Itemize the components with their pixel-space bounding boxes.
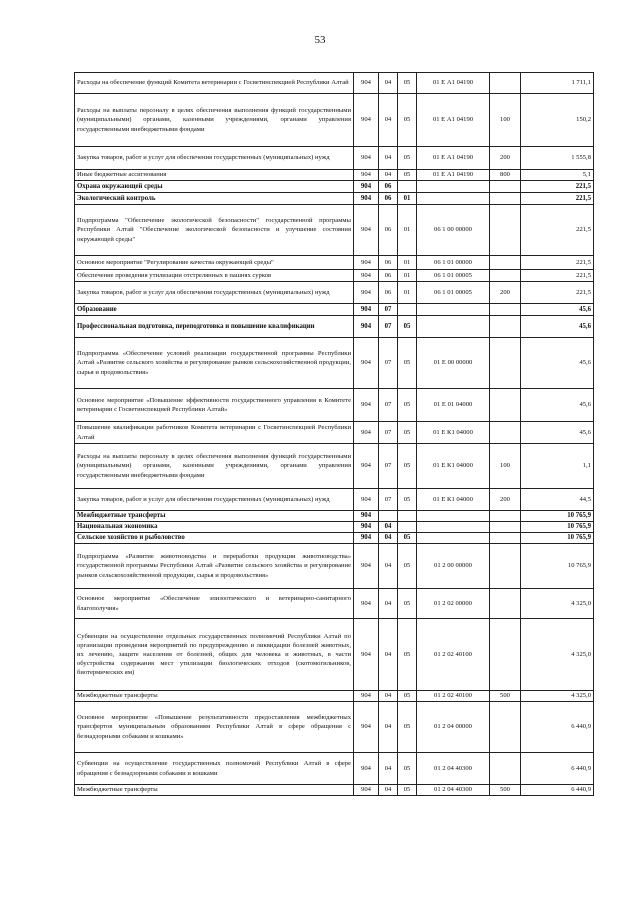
table-row <box>75 338 594 389</box>
row-target-article: 01 2 02 40100 <box>417 619 490 691</box>
row-section-code: 04 <box>379 785 398 796</box>
row-section-code: 07 <box>379 422 398 444</box>
row-grbs-code: 904 <box>354 533 379 544</box>
row-expense-type <box>490 389 521 422</box>
row-subsection-code: 01 <box>398 256 417 270</box>
row-name: Закупка товаров, работ и услуг для обеспечения государственных (муниципальных) нужд <box>75 282 354 304</box>
row-target-article: 01 Е А1 04190 <box>417 73 490 94</box>
row-target-article: 01 2 04 00000 <box>417 702 490 753</box>
row-expense-type <box>490 589 521 619</box>
table-row <box>75 544 594 589</box>
row-amount: 45,6 <box>521 316 594 338</box>
row-amount: 221,5 <box>521 282 594 304</box>
row-subsection-code: 05 <box>398 544 417 589</box>
row-subsection-code: 01 <box>398 270 417 282</box>
row-grbs-code: 904 <box>354 785 379 796</box>
row-target-article: 01 Е 01 04000 <box>417 389 490 422</box>
row-name: Основное мероприятие «Повышение эффективности государственного управления в Комитете ветеринарии с Госветинспекцией Республики Алтай» <box>75 389 354 422</box>
row-subsection-code: 05 <box>398 533 417 544</box>
budget-table <box>74 72 594 796</box>
row-amount: 44,5 <box>521 489 594 511</box>
row-subsection-code: 05 <box>398 94 417 147</box>
row-section-code: 04 <box>379 702 398 753</box>
row-target-article <box>417 522 490 533</box>
row-name: Экологический контроль <box>75 193 354 205</box>
row-grbs-code: 904 <box>354 702 379 753</box>
row-section-code: 04 <box>379 753 398 785</box>
row-amount: 4 325,0 <box>521 589 594 619</box>
row-section-code: 07 <box>379 316 398 338</box>
row-subsection-code: 05 <box>398 691 417 702</box>
row-section-code: 07 <box>379 489 398 511</box>
row-section-code: 04 <box>379 544 398 589</box>
row-expense-type <box>490 753 521 785</box>
row-amount: 221,5 <box>521 256 594 270</box>
row-target-article: 06 1 00 00000 <box>417 205 490 256</box>
row-section-code: 04 <box>379 589 398 619</box>
row-expense-type <box>490 316 521 338</box>
row-target-article: 06 1 01 00005 <box>417 270 490 282</box>
row-amount: 45,6 <box>521 389 594 422</box>
row-name: Расходы на выплаты персоналу в целях обеспечения выполнения функций государственными (муниципальными) органами, казенными учреждениями, органами управления государственными внебюджетными фондами <box>75 444 354 489</box>
row-expense-type: 100 <box>490 94 521 147</box>
row-section-code: 04 <box>379 619 398 691</box>
row-name: Охрана окружающей среды <box>75 181 354 193</box>
table-row <box>75 256 594 270</box>
row-grbs-code: 904 <box>354 389 379 422</box>
row-target-article: 01 Е А1 04190 <box>417 147 490 170</box>
row-section-code: 06 <box>379 282 398 304</box>
row-subsection-code <box>398 511 417 522</box>
table-row <box>75 316 594 338</box>
row-amount: 45,6 <box>521 304 594 316</box>
row-expense-type <box>490 181 521 193</box>
row-subsection-code: 05 <box>398 753 417 785</box>
row-expense-type: 800 <box>490 170 521 181</box>
row-grbs-code: 904 <box>354 256 379 270</box>
row-expense-type <box>490 422 521 444</box>
table-body <box>75 73 594 796</box>
row-target-article: 01 2 04 40300 <box>417 753 490 785</box>
row-grbs-code: 904 <box>354 489 379 511</box>
row-target-article <box>417 316 490 338</box>
row-name: Субвенции на осуществление государственных полномочий Республики Алтай в сфере обращения с безнадзорными собаками и кошками <box>75 753 354 785</box>
row-expense-type <box>490 256 521 270</box>
row-target-article: 01 2 00 00000 <box>417 544 490 589</box>
row-target-article: 01 2 02 00000 <box>417 589 490 619</box>
table-row <box>75 422 594 444</box>
row-section-code: 06 <box>379 181 398 193</box>
row-amount: 6 440,9 <box>521 753 594 785</box>
row-subsection-code: 05 <box>398 338 417 389</box>
row-subsection-code: 01 <box>398 193 417 205</box>
table-row <box>75 193 594 205</box>
page-number: 53 <box>314 34 326 46</box>
row-grbs-code: 904 <box>354 193 379 205</box>
row-target-article: 06 1 01 00000 <box>417 256 490 270</box>
row-amount: 45,6 <box>521 338 594 389</box>
row-section-code: 07 <box>379 444 398 489</box>
row-target-article: 01 2 04 40300 <box>417 785 490 796</box>
row-amount: 221,5 <box>521 205 594 256</box>
row-subsection-code: 05 <box>398 619 417 691</box>
row-expense-type <box>490 619 521 691</box>
row-name: Основное мероприятие "Регулирование качества окружающей среды" <box>75 256 354 270</box>
table-row <box>75 147 594 170</box>
row-name: Основное мероприятие «Повышение результативности предоставления межбюджетных трансфертов муниципальным образованиям Республики Алтай в сфере обращения с безнадзорными собаками и кошками» <box>75 702 354 753</box>
row-grbs-code: 904 <box>354 544 379 589</box>
table-row <box>75 205 594 256</box>
row-grbs-code: 904 <box>354 282 379 304</box>
row-expense-type: 200 <box>490 489 521 511</box>
row-subsection-code: 01 <box>398 282 417 304</box>
row-section-code: 04 <box>379 533 398 544</box>
row-name: Обеспечение проведения утилизации отстрелянных в пашнях сурков <box>75 270 354 282</box>
table-row <box>75 619 594 691</box>
row-expense-type <box>490 702 521 753</box>
row-expense-type: 500 <box>490 691 521 702</box>
row-name: Подпрограмма «Развитие животноводства и переработки продукции животноводства» государственной программы Республики Алтай «Развитие сельского хозяйства и регулирование рынков сельскохозяйственной продукции, сырья и продовольствия» <box>75 544 354 589</box>
table-row <box>75 389 594 422</box>
row-amount: 5,1 <box>521 170 594 181</box>
row-subsection-code: 05 <box>398 785 417 796</box>
row-subsection-code: 01 <box>398 205 417 256</box>
row-expense-type <box>490 544 521 589</box>
row-grbs-code: 904 <box>354 73 379 94</box>
row-amount: 45,6 <box>521 422 594 444</box>
row-name: Межбюджетные трансферты <box>75 691 354 702</box>
row-amount: 10 765,9 <box>521 544 594 589</box>
row-section-code: 07 <box>379 389 398 422</box>
row-target-article <box>417 511 490 522</box>
row-expense-type <box>490 270 521 282</box>
table-row <box>75 181 594 193</box>
table-row <box>75 282 594 304</box>
row-section-code: 04 <box>379 170 398 181</box>
row-grbs-code: 904 <box>354 270 379 282</box>
row-grbs-code: 904 <box>354 589 379 619</box>
row-grbs-code: 904 <box>354 422 379 444</box>
row-target-article: 06 1 01 00005 <box>417 282 490 304</box>
row-target-article: 01 2 02 40100 <box>417 691 490 702</box>
row-expense-type <box>490 73 521 94</box>
row-subsection-code: 05 <box>398 489 417 511</box>
row-name: Межбюджетные трансферты <box>75 785 354 796</box>
row-name: Национальная экономика <box>75 522 354 533</box>
row-section-code: 06 <box>379 270 398 282</box>
row-amount: 221,5 <box>521 270 594 282</box>
table-row <box>75 73 594 94</box>
row-section-code: 06 <box>379 256 398 270</box>
row-expense-type: 100 <box>490 444 521 489</box>
row-grbs-code: 904 <box>354 170 379 181</box>
table-row <box>75 444 594 489</box>
row-name: Расходы на выплаты персоналу в целях обеспечения выполнения функций государственными (муниципальными) органами, казенными учреждениями, органами управления государственными внебюджетными фондами <box>75 94 354 147</box>
row-grbs-code: 904 <box>354 444 379 489</box>
row-subsection-code: 05 <box>398 316 417 338</box>
row-expense-type <box>490 522 521 533</box>
row-section-code: 04 <box>379 147 398 170</box>
row-expense-type <box>490 338 521 389</box>
row-subsection-code: 05 <box>398 147 417 170</box>
row-amount: 10 765,9 <box>521 533 594 544</box>
row-name: Образование <box>75 304 354 316</box>
table-row <box>75 489 594 511</box>
table-row <box>75 691 594 702</box>
row-grbs-code: 904 <box>354 619 379 691</box>
row-section-code <box>379 511 398 522</box>
row-subsection-code: 05 <box>398 170 417 181</box>
row-target-article: 01 Е А1 04190 <box>417 170 490 181</box>
row-name: Повышение квалификации работников Комитета ветеринарии с Госветинспекцией Республики Алтай <box>75 422 354 444</box>
row-section-code: 04 <box>379 522 398 533</box>
row-target-article <box>417 304 490 316</box>
table-row <box>75 94 594 147</box>
row-grbs-code: 904 <box>354 338 379 389</box>
row-subsection-code: 05 <box>398 702 417 753</box>
table-row <box>75 522 594 533</box>
row-grbs-code: 904 <box>354 691 379 702</box>
row-expense-type <box>490 511 521 522</box>
row-name: Профессиональная подготовка, переподготовка и повышение квалификации <box>75 316 354 338</box>
row-target-article: 01 Е А1 04190 <box>417 94 490 147</box>
row-subsection-code: 05 <box>398 389 417 422</box>
row-section-code: 04 <box>379 94 398 147</box>
row-grbs-code: 904 <box>354 522 379 533</box>
row-amount: 10 765,9 <box>521 522 594 533</box>
row-expense-type: 200 <box>490 147 521 170</box>
row-section-code: 06 <box>379 205 398 256</box>
table-row <box>75 702 594 753</box>
table-row <box>75 785 594 796</box>
row-target-article <box>417 193 490 205</box>
row-amount: 221,5 <box>521 181 594 193</box>
row-subsection-code <box>398 181 417 193</box>
row-target-article: 01 Е К1 04000 <box>417 422 490 444</box>
row-name: Подпрограмма "Обеспечение экологической безопасности" государственной программы Республики Алтай "Обеспечение экологической безопасности и улучшение состояния окружающей среды" <box>75 205 354 256</box>
row-section-code: 04 <box>379 73 398 94</box>
row-amount: 10 765,9 <box>521 511 594 522</box>
row-subsection-code <box>398 522 417 533</box>
row-section-code: 07 <box>379 338 398 389</box>
row-name: Сельское хозяйство и рыболовство <box>75 533 354 544</box>
row-name: Закупка товаров, работ и услуг для обеспечения государственных (муниципальных) нужд <box>75 147 354 170</box>
table-row <box>75 533 594 544</box>
table-row <box>75 170 594 181</box>
row-name: Расходы на обеспечение функций Комитета ветеринарии с Госветинспекцией Республики Алтай <box>75 73 354 94</box>
row-expense-type <box>490 304 521 316</box>
row-target-article <box>417 533 490 544</box>
row-grbs-code: 904 <box>354 511 379 522</box>
row-subsection-code <box>398 304 417 316</box>
row-name: Субвенции на осуществление отдельных государственных полномочий Республики Алтай по организации проведения мероприятий по предупреждению и ликвидации болезней животных, их лечению, защите населения от болезней, общих для человека и животных, в части обустройства содержания мест утилизации биологических отходов (скотомогильников, биотермических ям) <box>75 619 354 691</box>
row-name: Подпрограмма «Обеспечение условий реализации государственной программы Республики Алтай «Развитие сельского хозяйства и регулирование рынков сельскохозяйственной продукции, сырья и продовольствия» <box>75 338 354 389</box>
row-expense-type <box>490 193 521 205</box>
row-target-article: 01 Е 00 00000 <box>417 338 490 389</box>
row-grbs-code: 904 <box>354 147 379 170</box>
row-grbs-code: 904 <box>354 181 379 193</box>
row-section-code: 06 <box>379 193 398 205</box>
table-row <box>75 511 594 522</box>
row-amount: 4 325,0 <box>521 691 594 702</box>
row-amount: 150,2 <box>521 94 594 147</box>
row-subsection-code: 05 <box>398 422 417 444</box>
row-amount: 1,1 <box>521 444 594 489</box>
table-row <box>75 589 594 619</box>
row-name: Иные бюджетные ассигнования <box>75 170 354 181</box>
row-name: Закупка товаров, работ и услуг для обеспечения государственных (муниципальных) нужд <box>75 489 354 511</box>
row-grbs-code: 904 <box>354 94 379 147</box>
row-amount: 6 440,9 <box>521 702 594 753</box>
table-row <box>75 753 594 785</box>
row-expense-type <box>490 205 521 256</box>
row-grbs-code: 904 <box>354 205 379 256</box>
row-section-code: 07 <box>379 304 398 316</box>
row-grbs-code: 904 <box>354 753 379 785</box>
row-amount: 1 555,8 <box>521 147 594 170</box>
row-expense-type <box>490 533 521 544</box>
row-expense-type: 200 <box>490 282 521 304</box>
row-name: Основное мероприятие «Обеспечение эпизоотического и ветеринарно-санитарного благополучия» <box>75 589 354 619</box>
row-amount: 4 325,0 <box>521 619 594 691</box>
row-target-article <box>417 181 490 193</box>
row-target-article: 01 Е К1 04000 <box>417 489 490 511</box>
row-amount: 6 440,9 <box>521 785 594 796</box>
table-row <box>75 270 594 282</box>
row-amount: 1 711,1 <box>521 73 594 94</box>
row-target-article: 01 Е К1 04000 <box>417 444 490 489</box>
table-row <box>75 304 594 316</box>
row-amount: 221,5 <box>521 193 594 205</box>
row-grbs-code: 904 <box>354 316 379 338</box>
row-grbs-code: 904 <box>354 304 379 316</box>
row-section-code: 04 <box>379 691 398 702</box>
row-expense-type: 500 <box>490 785 521 796</box>
row-subsection-code: 05 <box>398 73 417 94</box>
row-name: Межбюджетные трансферты <box>75 511 354 522</box>
row-subsection-code: 05 <box>398 444 417 489</box>
row-subsection-code: 05 <box>398 589 417 619</box>
